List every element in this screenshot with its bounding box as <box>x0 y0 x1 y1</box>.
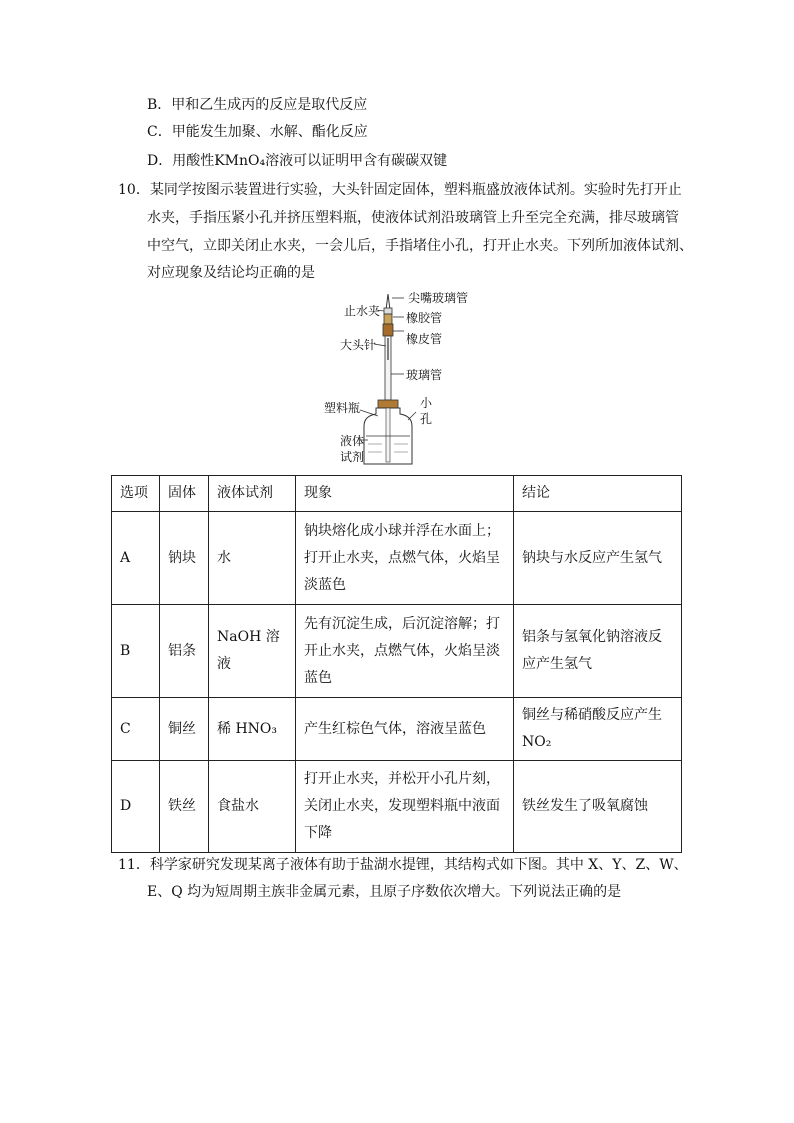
q11-line2: E、Q 均为短周期主族非金属元素，且原子序数依次增大。下列说法正确的是 <box>147 884 622 900</box>
label-liquid-1: 液体 <box>340 434 365 448</box>
cell-solid: 铜丝 <box>160 698 209 761</box>
cell-solid: 钠块 <box>160 512 209 605</box>
cell-phenomenon: 打开止水夹，并松开小孔片刻，关闭止水夹，发现塑料瓶中液面下降 <box>296 761 514 853</box>
label-hole-1: 小 <box>420 396 433 410</box>
label-clamp: 止水夹 <box>344 304 381 318</box>
cell-reagent: 稀 HNO₃ <box>209 698 296 761</box>
option-c: C．甲能发生加聚、水解、酯化反应 <box>147 124 368 140</box>
cell-option: B <box>112 605 160 698</box>
label-glass-tube: 玻璃管 <box>406 368 443 382</box>
q10-line2: 水夹，手指压紧小孔并挤压塑料瓶，使液体试剂沿玻璃管上升至完全充满，排尽玻璃管 <box>147 210 679 226</box>
option-d: D．用酸性KMnO₄溶液可以证明甲含有碳碳双键 <box>147 153 448 169</box>
cell-reagent: 食盐水 <box>209 761 296 853</box>
cell-phenomenon: 产生红棕色气体，溶液呈蓝色 <box>296 698 514 761</box>
cell-reagent: 水 <box>209 512 296 605</box>
cell-option: C <box>112 698 160 761</box>
cell-phenomenon: 先有沉淀生成，后沉淀溶解；打开止水夹，点燃气体，火焰呈淡蓝色 <box>296 605 514 698</box>
table-header-row <box>112 476 682 512</box>
cell-phenomenon: 钠块熔化成小球并浮在水面上；打开止水夹，点燃气体，火焰呈淡蓝色 <box>296 512 514 605</box>
header-phenomenon: 现象 <box>296 476 514 512</box>
cell-solid: 铁丝 <box>160 761 209 853</box>
label-hole-2: 孔 <box>420 412 433 426</box>
cell-option: D <box>112 761 160 853</box>
label-tip-tube: 尖嘴玻璃管 <box>408 291 469 305</box>
table-row <box>112 512 682 605</box>
table-row <box>112 605 682 698</box>
label-pin: 大头针 <box>340 338 377 352</box>
q11-line1: 11．科学家研究发现某离子液体有助于盐湖水提锂，其结构式如下图。其中 X、Y、Z、W、 <box>118 857 688 873</box>
header-conclusion: 结论 <box>514 476 682 512</box>
label-bottle: 塑料瓶 <box>324 401 361 415</box>
apparatus-figure <box>320 290 480 470</box>
cell-conclusion: 钠块与水反应产生氢气 <box>514 512 682 605</box>
table-row <box>112 761 682 853</box>
label-rubber-tube-1: 橡胶管 <box>406 311 443 325</box>
cell-conclusion: 铜丝与稀硝酸反应产生NO₂ <box>514 698 682 761</box>
header-option: 选项 <box>112 476 160 512</box>
cell-option: A <box>112 512 160 605</box>
q10-line3: 中空气，立即关闭止水夹，一会儿后，手指堵住小孔，打开止水夹。下列所加液体试剂、 <box>147 238 693 254</box>
table-row <box>112 698 682 761</box>
header-solid: 固体 <box>160 476 209 512</box>
answer-table <box>111 475 682 853</box>
q10-line1: 10．某同学按图示装置进行实验，大头针固定固体，塑料瓶盛放液体试剂。实验时先打开止 <box>118 182 682 198</box>
option-b: B．甲和乙生成丙的反应是取代反应 <box>147 97 368 113</box>
cell-conclusion: 铁丝发生了吸氧腐蚀 <box>514 761 682 853</box>
label-rubber-tube-2: 橡皮管 <box>406 332 443 346</box>
cell-reagent: NaOH 溶液 <box>209 605 296 698</box>
cell-solid: 铝条 <box>160 605 209 698</box>
cell-conclusion: 铝条与氢氧化钠溶液反应产生氢气 <box>514 605 682 698</box>
label-liquid-2: 试剂 <box>340 450 365 464</box>
q10-line4: 对应现象及结论均正确的是 <box>147 265 315 281</box>
header-reagent: 液体试剂 <box>209 476 296 512</box>
